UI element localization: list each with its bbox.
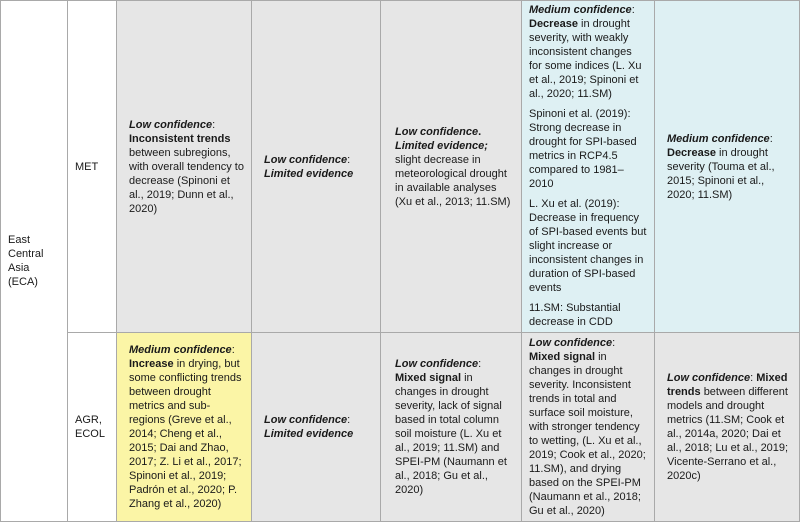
confidence-label: Medium confidence xyxy=(667,132,770,145)
headline-text: Decrease xyxy=(529,18,578,30)
observed-cell-agr-ecol xyxy=(117,333,252,522)
headline-text: Limited evidence; xyxy=(395,139,488,152)
confidence-label: Low confidence xyxy=(395,358,479,370)
body-text: in changes in drought severity. Inconsistent trends in total and surface soil moisture, with stronger tendency to wetting, (L. Xu et al., 2019; Cook et al., 2020; 11.SM), and drying based on the SPEI-PM (Naumann et al., 2018; Gu et al., 2020) xyxy=(529,351,646,517)
projected-2-cell-met xyxy=(522,1,655,333)
separator: : xyxy=(478,358,482,370)
paragraph: Spinoni et al. (2019): Strong decrease in drought for SPI-based metrics in RCP4.5 compared to 1981–2010 xyxy=(529,108,637,190)
separator: : xyxy=(212,118,216,131)
headline-text: Mixed signal xyxy=(395,372,462,384)
paragraph: L. Xu et al. (2019): Decrease in frequency of SPI-based events but slight increase or inconsistent changes in duration of SPI-based events xyxy=(529,198,647,294)
table-row-met xyxy=(1,1,800,333)
headline-text: Increase xyxy=(129,358,174,370)
body-text: in drying, but some conflicting trends between drought metrics and sub-regions (Greve et al., 2014; Cheng et al., 2015; Dai and Zhao, 2017; Z. Li et al., 2017; Spinoni et al., 2019; Padrón et al., 2020; P. Zhang et al., 2020) xyxy=(129,358,242,510)
projected-4-cell-met xyxy=(655,1,800,333)
headline-text: Inconsistent trends xyxy=(129,132,231,145)
confidence-label: Low confidence xyxy=(264,153,348,166)
region-cell xyxy=(1,1,68,522)
table-row-agr-ecol xyxy=(1,333,800,522)
separator: : xyxy=(612,337,616,349)
headline-text: Decrease xyxy=(667,146,716,159)
type-label: MET xyxy=(75,160,99,173)
confidence-label: Medium confidence xyxy=(129,344,232,356)
confidence-label: Low confidence xyxy=(529,337,613,349)
type-label: AGR, ECOL xyxy=(75,414,105,440)
projected-15-cell-met xyxy=(381,1,522,333)
confidence-label: Low confidence xyxy=(667,372,751,384)
paragraph: 11.SM: Substantial decrease in CDD xyxy=(529,302,621,328)
confidence-label: Medium confidence xyxy=(529,4,632,16)
type-cell-met xyxy=(68,1,117,333)
confidence-label: Low confidence xyxy=(395,125,479,138)
body-text: in drought severity, with weakly inconsistent changes for some indices (L. Xu et al., 2019; Spinoni et al., 2020; 11.SM) xyxy=(529,18,642,100)
separator: : xyxy=(750,372,754,384)
projected-4-cell-agr-ecol xyxy=(655,333,800,522)
separator: : xyxy=(631,4,635,16)
region-label: East Central Asia (ECA) xyxy=(8,234,44,288)
headline-text: Limited evidence xyxy=(264,428,354,440)
confidence-label: Low confidence xyxy=(129,118,213,131)
headline-text: Limited evidence xyxy=(264,167,354,180)
separator: : xyxy=(769,132,773,145)
separator: : xyxy=(347,153,351,166)
confidence-label: Low confidence xyxy=(264,414,348,426)
body-text: slight decrease in meteorological drought in available analyses (Xu et al., 2013; 11.SM) xyxy=(395,153,511,208)
body-text: in changes in drought severity, lack of signal based in total column soil moisture (L. Xu et al., 2019; 11.SM) and SPEI-PM (Naumann et al., 2018; Gu et al., 2020) xyxy=(395,372,507,496)
headline-text: Mixed signal xyxy=(529,351,596,363)
attribution-cell-met xyxy=(252,1,381,333)
headline-text: Mixed trends xyxy=(667,372,788,398)
body-text: between different models and drought metrics (11.SM; Cook et al., 2014a, 2020; Dai et al., 2018; Lu et al., 2019; Vicente-Serrano et al., 2020c) xyxy=(667,386,789,482)
separator: : xyxy=(231,344,235,356)
observed-cell-met xyxy=(117,1,252,333)
body-text: in drought severity (Touma et al., 2015; Spinoni et al., 2020; 11.SM) xyxy=(667,146,775,201)
separator: . xyxy=(478,125,482,138)
projected-2-cell-agr-ecol xyxy=(522,333,655,522)
type-cell-agr-ecol xyxy=(68,333,117,522)
separator: : xyxy=(347,414,351,426)
projected-15-cell-agr-ecol xyxy=(381,333,522,522)
paragraph xyxy=(529,3,647,101)
body-text: between subregions, with overall tendency to decrease (Spinoni et al., 2019; Dunn et al., 2020) xyxy=(129,146,244,215)
attribution-cell-agr-ecol xyxy=(252,333,381,522)
